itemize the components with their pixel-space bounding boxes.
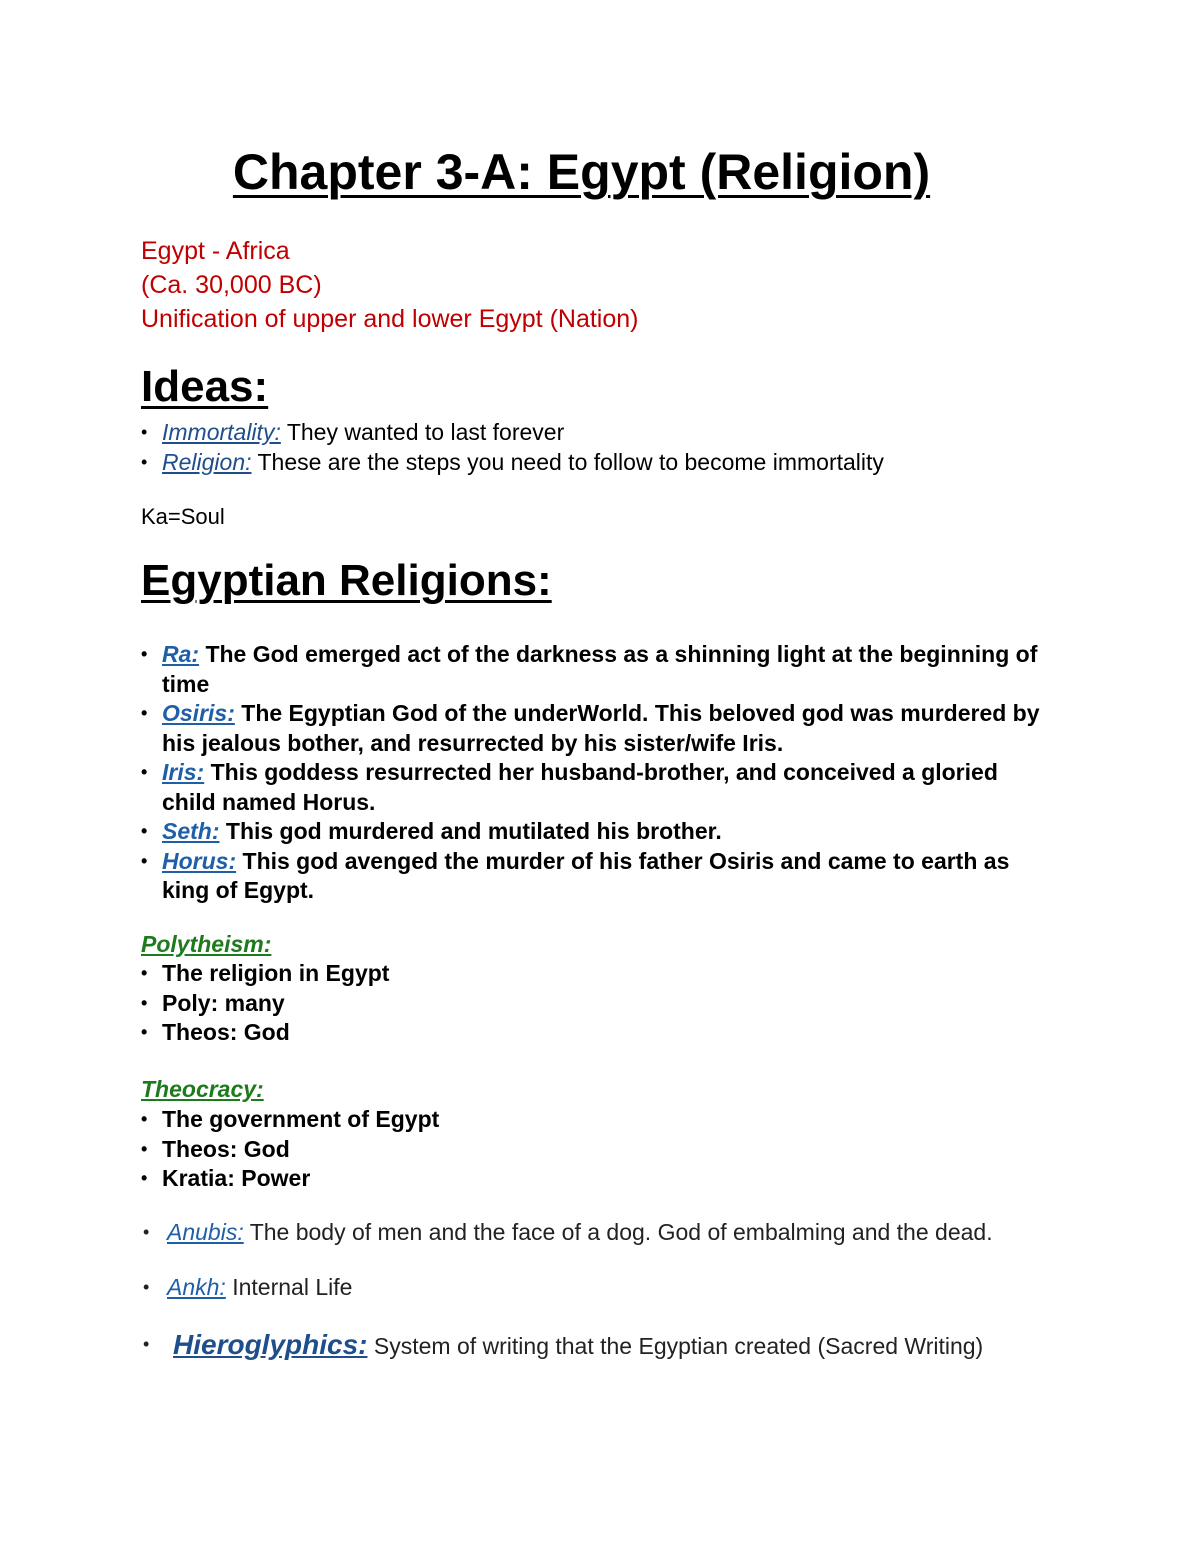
theocracy-list	[141, 1105, 741, 1194]
ideas-list	[141, 418, 1061, 477]
ka-note: Ka=Soul	[141, 504, 225, 529]
term-text: This god murdered and mutilated his brother.	[219, 818, 722, 844]
term-label: Iris:	[162, 759, 205, 785]
term-text: The God emerged act of the darkness as a shinning light at the beginning of time	[162, 641, 1038, 697]
term-text: These are the steps you need to follow to become immortality	[251, 448, 884, 475]
list-item	[143, 1218, 1143, 1248]
intro-line: (Ca. 30,000 BC)	[141, 271, 322, 299]
term-label: Anubis:	[167, 1219, 244, 1245]
list-item	[141, 640, 1046, 699]
term-label: Ankh:	[167, 1274, 226, 1300]
term-text: Internal Life	[225, 1274, 353, 1300]
list-item: • Theos: God	[141, 1018, 741, 1048]
list-item: • Poly: many	[141, 989, 741, 1019]
list-item	[141, 418, 1061, 448]
term-label: Seth:	[162, 818, 220, 844]
term-label: Horus:	[162, 847, 237, 874]
extras-list	[143, 1218, 1143, 1248]
gods-list	[141, 640, 1046, 906]
term-text: System of writing that the Egyptian created (Sacred Writing)	[367, 1333, 984, 1359]
intro-line: Egypt - Africa	[141, 237, 290, 265]
polytheism-list	[141, 959, 741, 1048]
intro-block	[141, 234, 639, 336]
page-title: Chapter 3-A: Egypt (Religion)	[232, 144, 931, 200]
term-label: Religion:	[162, 448, 252, 475]
list-item	[141, 699, 1046, 758]
religions-heading: Egyptian Religions:	[141, 556, 552, 605]
extras-list	[143, 1330, 1183, 1362]
theocracy-heading: Theocracy:	[141, 1076, 264, 1102]
list-item: • Kratia: Power	[141, 1164, 741, 1194]
term-label: Osiris:	[162, 700, 235, 726]
term-label: Hieroglyphics:	[173, 1329, 368, 1360]
list-item: • The government of Egypt	[141, 1105, 741, 1135]
intro-line: Unification of upper and lower Egypt (Nation)	[141, 305, 639, 333]
list-item	[143, 1273, 1143, 1303]
polytheism-heading: Polytheism:	[141, 931, 272, 957]
list-item	[141, 448, 1061, 478]
term-text: They wanted to last forever	[280, 419, 565, 445]
list-item	[141, 847, 1046, 906]
term-text: This god avenged the murder of his father Osiris and came to earth as king of Egypt.	[162, 847, 1010, 903]
list-item: • The religion in Egypt	[141, 959, 741, 989]
list-item: • Theos: God	[141, 1135, 741, 1165]
term-text: The Egyptian God of the underWorld. This beloved god was murdered by his jealous bother, and resurrected by his sister/wife Iris.	[162, 700, 1040, 756]
term-label: Ra:	[162, 641, 200, 667]
extras-list	[143, 1273, 1143, 1303]
list-item	[141, 817, 1046, 847]
term-label: Immortality:	[162, 419, 281, 445]
list-item	[141, 758, 1046, 817]
list-item	[143, 1330, 1183, 1362]
ideas-heading: Ideas:	[141, 362, 269, 411]
term-text: The body of men and the face of a dog. God of embalming and the dead.	[243, 1219, 993, 1245]
term-text: This goddess resurrected her husband-brother, and conceived a gloried child named Horus.	[162, 759, 998, 815]
